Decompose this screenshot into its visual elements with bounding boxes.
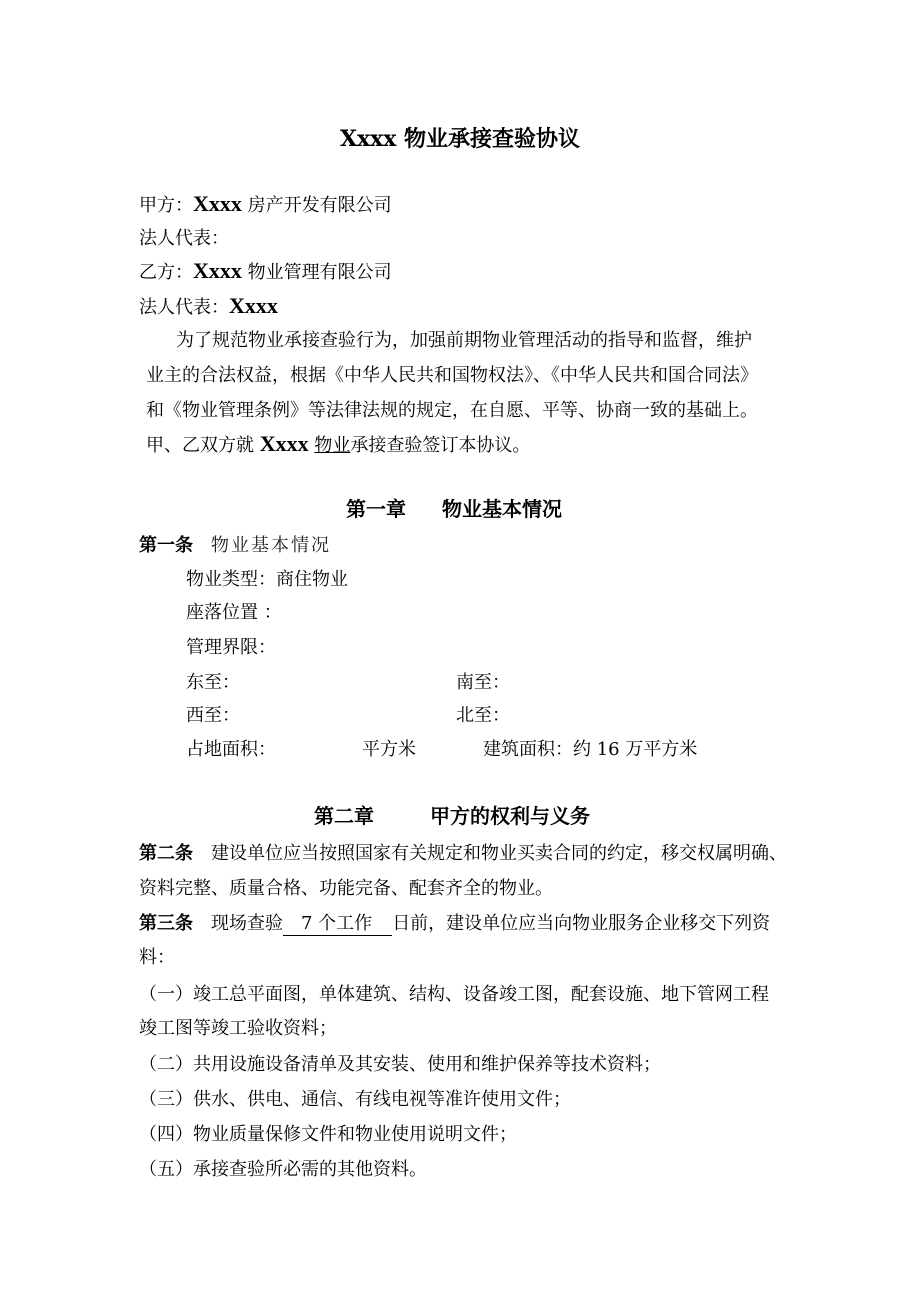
party-b-rep-name: Xxxx: [229, 293, 278, 318]
party-b-name-rest: 物业管理有限公司: [241, 262, 392, 283]
party-a-label: 甲方：: [139, 195, 193, 216]
item-2: （二）共用设施设备清单及其安装、使用和维护保养等技术资料；: [139, 1054, 661, 1075]
party-b-label: 乙方：: [139, 262, 193, 283]
document-title: Xxxx 物业承接查验协议: [339, 126, 581, 152]
preamble-line-4-post: 承接查验签订本协议。: [350, 435, 531, 456]
article-3-line-1: [139, 912, 770, 936]
item-3: （三）供水、供电、通信、有线电视等准许使用文件；: [139, 1089, 571, 1110]
chapter-2-heading: [314, 803, 590, 829]
article-1-heading: [139, 534, 331, 558]
preamble-line-4-underlined: 物业: [314, 435, 351, 456]
building-area: 建筑面积：约 16 万平方米: [483, 739, 698, 760]
party-b-name-strong: Xxxx: [193, 258, 242, 283]
boundary-west: 西至：: [186, 705, 240, 726]
chapter-2-number: 第二章: [314, 804, 374, 828]
article-2-line-2: 资料完整、质量合格、功能完备、配套齐全的物业。: [139, 878, 553, 899]
item-5: （五）承接查验所必需的其他资料。: [139, 1159, 427, 1180]
chapter-1-number: 第一章: [346, 497, 406, 521]
article-3-post: 日前，建设单位应当向物业服务企业移交下列资: [392, 913, 771, 934]
land-area-label: 占地面积：: [186, 739, 276, 760]
party-a-name-strong: Xxxx: [193, 191, 242, 216]
item-1-line-2: 竣工图等竣工验收资料；: [139, 1018, 337, 1039]
boundary-east: 东至：: [186, 672, 240, 693]
item-1-line-1: （一）竣工总平面图，单体建筑、结构、设备竣工图，配套设施、地下管网工程: [139, 984, 769, 1005]
boundary-south: 南至：: [456, 672, 510, 693]
party-b-line: [139, 259, 392, 285]
article-2-line-1: [139, 842, 787, 866]
item-4: （四）物业质量保修文件和物业使用说明文件；: [139, 1124, 517, 1145]
party-a-name-rest: 房产开发有限公司: [241, 195, 392, 216]
preamble-line-2: 业主的合法权益，根据《中华人民共和国物权法》、《中华人民共和国合同法》: [146, 365, 758, 386]
preamble-line-4: [146, 432, 530, 458]
article-3-line-2: 料：: [139, 947, 175, 968]
article-1-label: 第一条: [139, 535, 193, 556]
chapter-1-title: 物业基本情况: [442, 497, 562, 521]
preamble-line-1: 为了规范物业承接查验行为，加强前期物业管理活动的指导和监督，维护: [176, 330, 752, 351]
party-a-representative: 法人代表：: [139, 228, 229, 249]
article-3-blank: 7 个工作: [283, 913, 392, 936]
article-3-pre: 现场查验: [211, 913, 283, 934]
boundary-north: 北至：: [456, 705, 510, 726]
property-location: 座落位置 ：: [186, 602, 282, 623]
preamble-line-4-pre: 甲、乙双方就: [146, 435, 260, 456]
chapter-1-heading: [346, 496, 562, 522]
article-2-text-1: 建设单位应当按照国家有关规定和物业买卖合同的约定，移交权属明确、: [211, 843, 787, 864]
party-b-rep-label: 法人代表：: [139, 297, 229, 318]
property-type: 物业类型：商住物业: [186, 569, 348, 590]
land-area-unit: 平方米: [362, 739, 416, 760]
preamble-line-4-strong: Xxxx: [259, 431, 309, 456]
management-boundary: 管理界限：: [186, 637, 276, 658]
article-2-label: 第二条: [139, 843, 193, 864]
chapter-2-title: 甲方的权利与义务: [430, 804, 590, 828]
article-1-title: 物业基本情况: [211, 535, 331, 556]
party-b-representative: [139, 294, 278, 320]
preamble-line-3: 和《物业管理条例》等法律法规的规定，在自愿、平等、协商一致的基础上。: [146, 400, 758, 421]
party-a-line: [139, 192, 392, 218]
article-3-label: 第三条: [139, 913, 193, 934]
